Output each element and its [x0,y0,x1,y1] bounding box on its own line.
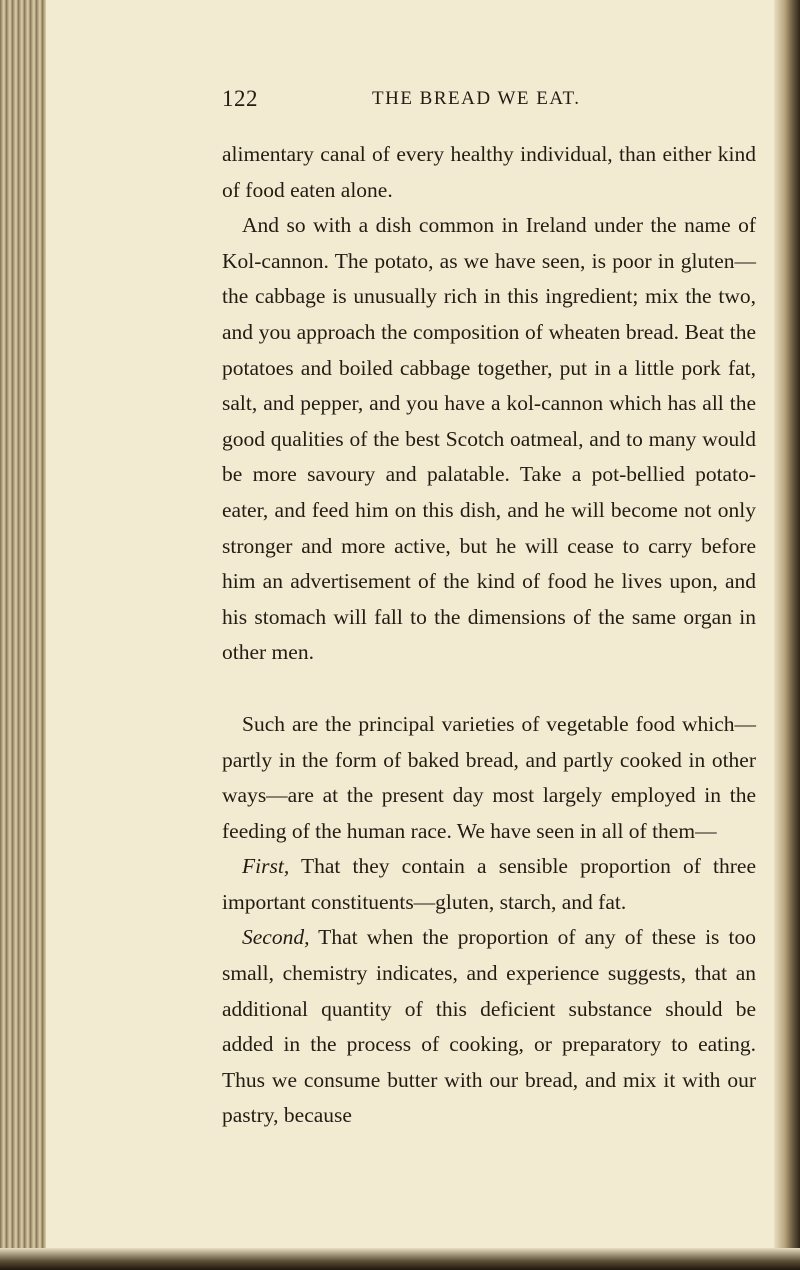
paragraph: And so with a dish common in Ireland under the name of Kol-cannon. The potato, as we have seen, is poor in gluten—the cabbage is unusually rich in this ingredient; mix the two, and you approach the composition of wheaten bread. Beat the potatoes and boiled cabbage together, put in a little pork fat, salt, and pepper, and you have a kol-cannon which has all the good qualities of the best Scotch oatmeal, and to many would be more savoury and palatable. Take a pot-bellied potato-eater, and feed him on this dish, and he will become not only stronger and more active, but he will cease to carry before him an advertisement of the kind of food he lives upon, and his stomach will fall to the dimensions of the same organ in other men. [222,213,756,665]
point-second [222,920,756,1134]
paragraph: alimentary canal of every healthy individual, than either kind of food eaten alone. [222,142,756,202]
point-label: First, [242,854,290,879]
page-bottom-edge [0,1248,800,1270]
running-head: THE BREAD WE EAT. [372,88,581,109]
paragraph: Such are the principal varieties of vegetable food which—partly in the form of baked bread, and partly cooked in other ways—are at the present day most largely employed in the feeding of the human race. We have seen in all of them— [222,711,756,843]
point-first [222,849,756,920]
page-right-edge [774,0,800,1270]
point-text: That they contain a sensible proportion of three important constituents—gluten, starch, and fat. [222,854,756,914]
point-text: That when the proportion of any of these is too small, chemistry indicates, and experience suggests, that an additional quantity of this deficient substance should be added in the process of cooking, or preparatory to eating. Thus we consume butter with our bread, and mix it with our pastry, because [222,925,756,1128]
page-header [222,86,762,116]
point-label: Second, [242,925,310,950]
body-text [222,137,756,1134]
paragraph-gap [222,671,756,707]
book-gutter-edge [0,0,46,1270]
page-number: 122 [222,86,258,111]
